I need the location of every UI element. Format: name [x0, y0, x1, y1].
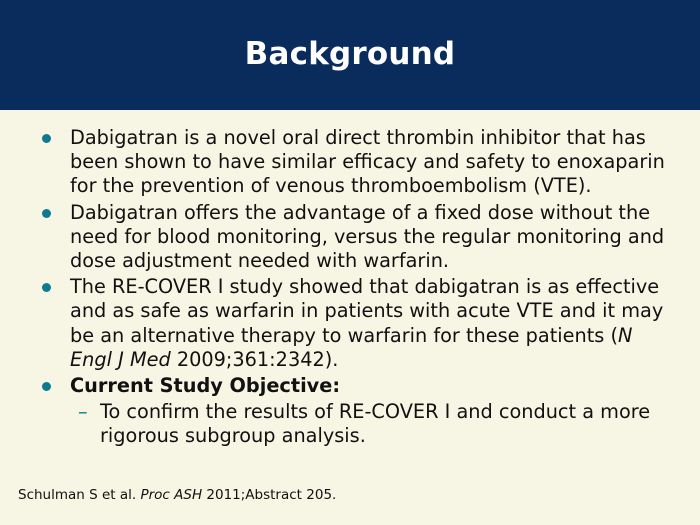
objective-heading: Current Study Objective:	[70, 374, 341, 398]
bullet-text: Dabigatran is a novel oral direct thrombin inhibitor that has been shown to have similar efficacy and safety to enoxaparin for the prevention of venous thromboembolism (VTE).	[70, 126, 665, 198]
title-banner	[0, 0, 700, 110]
bullet-list	[0, 126, 700, 449]
bullet-dot-icon	[42, 382, 51, 391]
bullet-item-objective	[0, 374, 700, 398]
slide-title: Background	[244, 36, 456, 72]
bullet-item	[0, 126, 700, 199]
dash-icon: –	[78, 400, 88, 424]
citation-detail: 2009;361:2342).	[170, 347, 339, 371]
journal-name: N Engl J Med	[70, 323, 633, 371]
bullet-dot-icon	[42, 134, 51, 143]
reference-footer	[18, 486, 336, 504]
reference-author: Schulman S et al.	[18, 487, 141, 503]
bullet-dot-icon	[42, 209, 51, 218]
bullet-item	[0, 275, 700, 372]
reference-detail: 2011;Abstract 205.	[202, 487, 337, 503]
bullet-dot-icon	[42, 283, 51, 292]
sub-bullet-item	[0, 400, 700, 448]
bullet-text: Dabigatran offers the advantage of a fixed dose without the need for blood monitoring, versus the regular monitoring and dose adjustment needed with warfarin.	[70, 200, 665, 273]
sub-bullet-text: To confirm the results of RE-COVER I and conduct a more rigorous subgroup analysis.	[100, 400, 651, 448]
reference-source: Proc ASH	[140, 487, 203, 503]
bullet-text: The RE-COVER I study showed that dabigatran is as effective and as safe as warfarin in patients with acute VTE and it may be an alternative therapy to warfarin for these patients (	[70, 275, 664, 347]
bullet-item	[0, 201, 700, 274]
